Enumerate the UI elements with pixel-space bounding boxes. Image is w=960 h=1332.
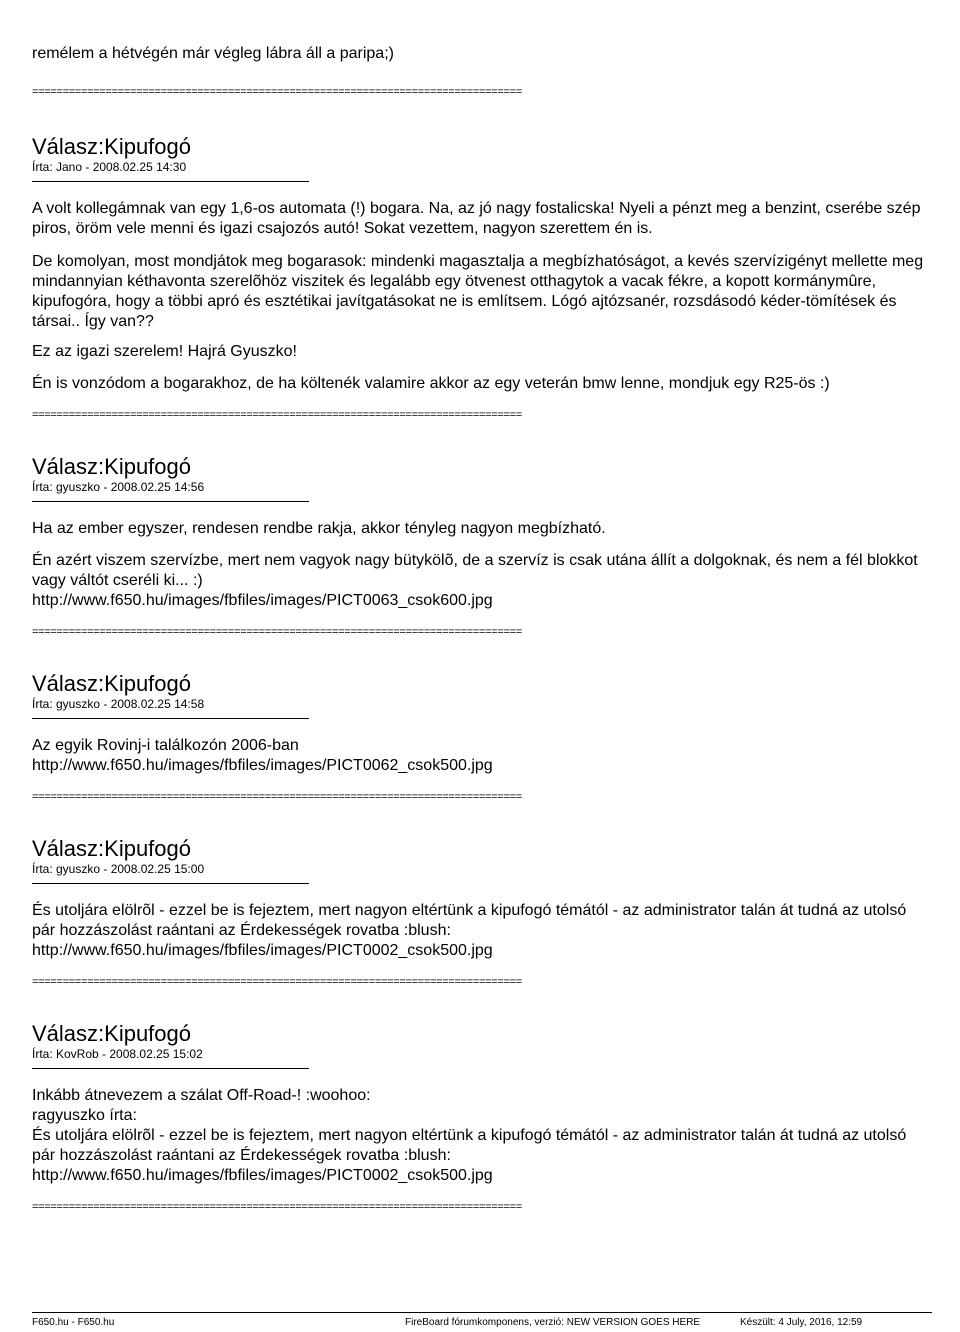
post-title: Válasz:Kipufogó <box>32 836 191 861</box>
post-paragraph: A volt kollegámnak van egy 1,6-os automata (!) bogara. Na, az jó nagy fostalicska! Nyeli a pénzt meg a benzint, cserébe szép piros, öröm vele menni és igazi csajozós autó! Sokat vezettem, nagyon szerettem én is. <box>32 200 921 237</box>
separator-line: ================================================================================ <box>32 791 522 803</box>
page-content <box>32 44 932 1213</box>
post <box>32 454 932 611</box>
post-rule <box>32 883 309 884</box>
post-body <box>32 736 932 776</box>
footer-site-name: F650.hu - F650.hu <box>32 1317 115 1328</box>
post-rule <box>32 181 309 182</box>
separator-line: ================================================================================ <box>32 1201 522 1213</box>
post-body <box>32 199 932 394</box>
post-title: Válasz:Kipufogó <box>32 1021 191 1046</box>
post-title: Válasz:Kipufogó <box>32 671 191 696</box>
post-meta: Írta: gyuszko - 2008.02.25 15:00 <box>32 862 205 876</box>
post-paragraph: Az egyik Rovinj-i találkozón 2006-ban http://www.f650.hu/images/fbfiles/images/PICT0062_csok500.jpg <box>32 737 493 774</box>
post-rule <box>32 1068 309 1069</box>
separator-line: ================================================================================ <box>32 976 522 988</box>
post-meta: Írta: Jano - 2008.02.25 14:30 <box>32 160 187 174</box>
post-title: Válasz:Kipufogó <box>32 134 191 159</box>
separator-line: ================================================================================ <box>32 626 522 638</box>
post-body <box>32 901 932 961</box>
separator-line: ================================================================================ <box>32 409 522 421</box>
post <box>32 134 932 394</box>
footer-component-info: FireBoard fórumkomponens, verzió: NEW VERSION GOES HERE <box>405 1317 701 1328</box>
post-paragraph: Én azért viszem szervízbe, mert nem vagyok nagy bütykölõ, de a szervíz is csak utána állít a dolgoknak, és nem a fél blokkot vagy váltót cseréli ki... :) http://www.f650.hu/images/fbfiles/images/PICT0063_csok600.jpg <box>32 552 918 609</box>
post-paragraph: De komolyan, most mondjátok meg bogarasok: mindenki magasztalja a megbízhatóságot, a kevés szervízigényt mellette meg mindannyian kéthavonta szerelõhöz viszitek és legalább egy ötvenest otthagytok a vacak fékre, a kopott kormánymûre, kipufogóra, hogy a többi apró és esztétikai javítgatásokat ne is említsem. Lógó ajtózsanér, rozsdásodó kéder-tömítések és társai.. Így van?? <box>32 253 924 330</box>
post-paragraph: Inkább átnevezem a szálat Off-Road-! :woohoo: ragyuszko írta: És utoljára elölrõl - ezzel be is fejeztem, mert nagyon eltértünk a kipufogó témától - az administrator talán át tudná az utolsó pár hozzászolást raántani az Érdekességek rovatba :blush: http://www.f650.hu/images/fbfiles/images/PICT0002_csok500.jpg <box>32 1087 907 1184</box>
separator-line: ================================================================================ <box>32 86 522 98</box>
post-body <box>32 1086 932 1186</box>
footer-divider <box>32 1312 932 1313</box>
post <box>32 836 932 961</box>
post-paragraph: És utoljára elölrõl - ezzel be is fejeztem, mert nagyon eltértünk a kipufogó témától - az administrator talán át tudná az utolsó pár hozzászolást raántani az Érdekességek rovatba :blush: http://www.f650.hu/images/fbfiles/images/PICT0002_csok500.jpg <box>32 902 907 959</box>
post-paragraph: Én is vonzódom a bogarakhoz, de ha költenék valamire akkor az egy veterán bmw lenne, mondjuk egy R25-ös :) <box>32 375 830 392</box>
post-body <box>32 519 932 611</box>
post-rule <box>32 718 309 719</box>
post-meta: Írta: gyuszko - 2008.02.25 14:56 <box>32 480 205 494</box>
post-meta: Írta: KovRob - 2008.02.25 15:02 <box>32 1047 203 1061</box>
footer-generated-date: Készült: 4 July, 2016, 12:59 <box>740 1317 863 1328</box>
post-meta: Írta: gyuszko - 2008.02.25 14:58 <box>32 697 205 711</box>
post-title: Válasz:Kipufogó <box>32 454 191 479</box>
post-paragraph: Ha az ember egyszer, rendesen rendbe rakja, akkor tényleg nagyon megbízható. <box>32 520 606 537</box>
post <box>32 1021 932 1186</box>
post-paragraph: Ez az igazi szerelem! Hajrá Gyuszko! <box>32 343 297 360</box>
intro-line: remélem a hétvégén már végleg lábra áll a paripa;) <box>32 45 394 62</box>
post <box>32 671 932 776</box>
post-rule <box>32 501 309 502</box>
